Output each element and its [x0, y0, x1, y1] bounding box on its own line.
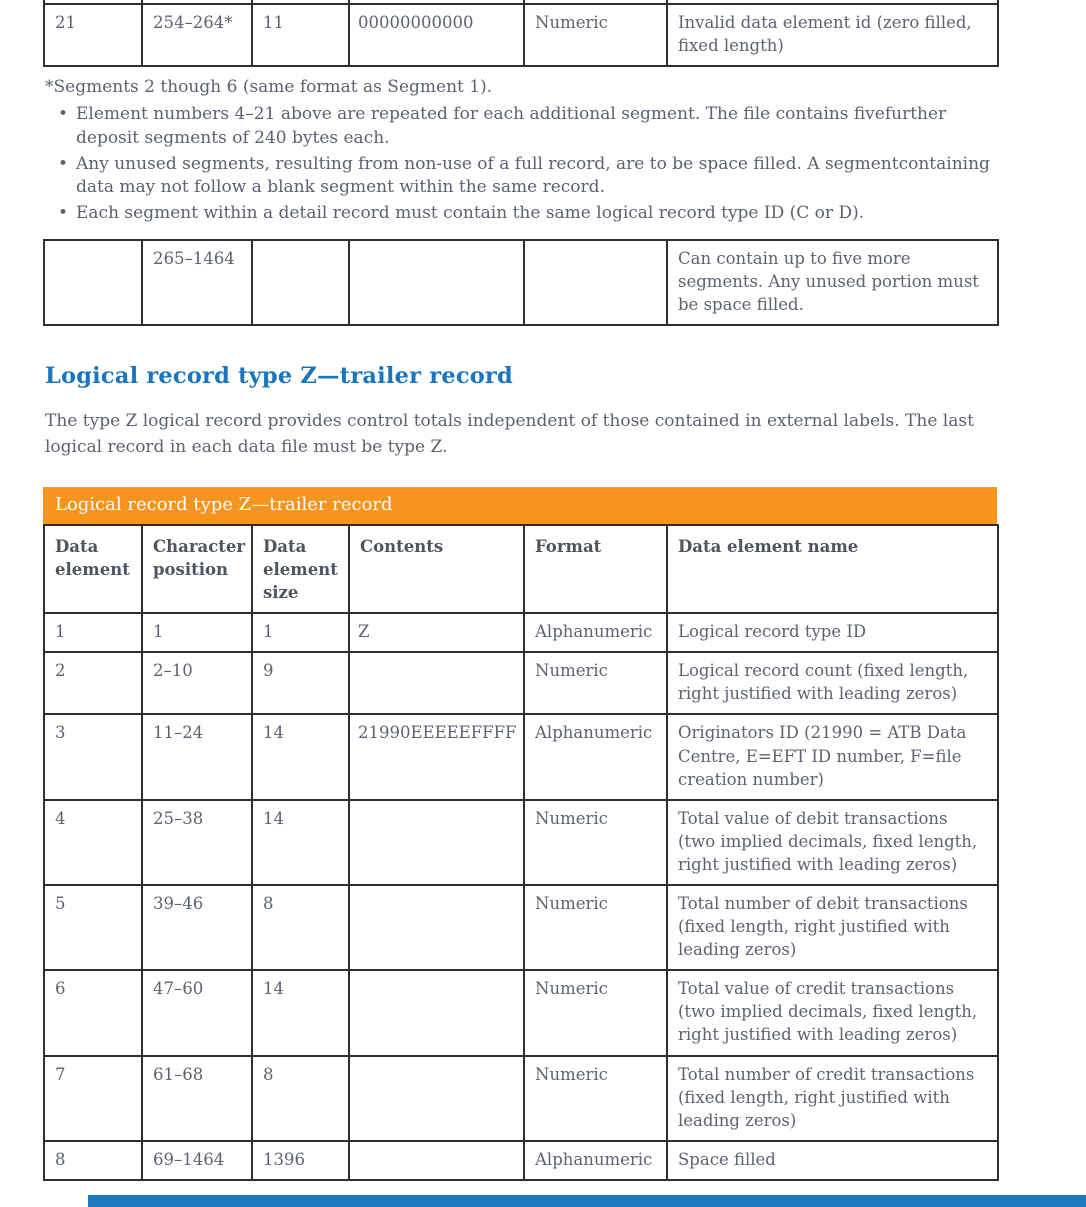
table-row: [44, 240, 998, 325]
column-header: Format: [524, 525, 667, 613]
table-cell: Z: [349, 613, 524, 652]
column-header: Character position: [142, 525, 252, 613]
header-row: [44, 525, 998, 613]
table-cell: Alphanumeric: [524, 613, 667, 652]
table-cell: Numeric: [524, 1056, 667, 1141]
column-header: Data element: [44, 525, 142, 613]
footnote-bullet-list: [45, 103, 997, 226]
table-cell: [524, 240, 667, 325]
table-cell: [252, 240, 349, 325]
table-cell: Total value of credit transactions (two implied decimals, fixed length, right justified with leading zeros): [667, 970, 998, 1055]
table-cell: 00000000000: [349, 4, 524, 66]
table-cell: Logical record count (fixed length, right justified with leading zeros): [667, 652, 998, 714]
overflow-table-body: [44, 240, 998, 325]
table-cell: [349, 1141, 524, 1180]
table-cell: [349, 800, 524, 885]
trailer-record-table: [43, 524, 999, 1181]
table-cell: 21990EEEEEFFFF: [349, 714, 524, 799]
table-cell: Numeric: [524, 885, 667, 970]
table-cell: 14: [252, 714, 349, 799]
table-cell: 4: [44, 800, 142, 885]
table-cell: Numeric: [524, 4, 667, 66]
table-cell: 1: [142, 613, 252, 652]
table-footnotes: [45, 76, 997, 226]
column-header: Contents: [349, 525, 524, 613]
table-cell: Invalid data element id (zero filled, fixed length): [667, 4, 998, 66]
table-cell: 5: [44, 885, 142, 970]
footnote-bullet: • Element numbers 4–21 above are repeated for each additional segment. The file contains fivefurther deposit segments of 240 bytes each.: [45, 103, 997, 151]
table-row: [44, 1056, 998, 1141]
table-cell: 7: [44, 1056, 142, 1141]
table-cell: Numeric: [524, 970, 667, 1055]
table-cell: Total value of debit transactions (two implied decimals, fixed length, right justified with leading zeros): [667, 800, 998, 885]
table-cell: Total number of credit transactions (fixed length, right justified with leading zeros): [667, 1056, 998, 1141]
table-cell: [349, 970, 524, 1055]
table-row: [44, 800, 998, 885]
table-cell: 8: [44, 1141, 142, 1180]
table-cell: 6: [44, 970, 142, 1055]
table-cell: 3: [44, 714, 142, 799]
table-row: [44, 1141, 998, 1180]
table-cell: [349, 240, 524, 325]
section-intro: The type Z logical record provides control totals independent of those contained in external labels. The last logical record in each data file must be type Z.: [45, 411, 974, 457]
table-cell: 254–264*: [142, 4, 252, 66]
table-cell: 21: [44, 4, 142, 66]
asterisk-note: *Segments 2 though 6 (same format as Segment 1).: [45, 77, 493, 98]
segment-table-body: [44, 0, 998, 66]
table-row: [44, 652, 998, 714]
table-cell: 8: [252, 1056, 349, 1141]
table-cell: Originators ID (21990 = ATB Data Centre, E=EFT ID number, F=file creation number): [667, 714, 998, 799]
table-row: [44, 714, 998, 799]
table-cell: 1: [44, 613, 142, 652]
table-cell: 14: [252, 970, 349, 1055]
page-content: [43, 0, 997, 1181]
table-cell: 1396: [252, 1141, 349, 1180]
segment-table-fragment: [43, 0, 999, 67]
table-cell: Total number of debit transactions (fixed length, right justified with leading zeros): [667, 885, 998, 970]
table-cell: [349, 652, 524, 714]
table-cell: 2: [44, 652, 142, 714]
table-cell: 9: [252, 652, 349, 714]
table-cell: Logical record type ID: [667, 613, 998, 652]
table-cell: 14: [252, 800, 349, 885]
table-title-band: Logical record type Z—trailer record: [43, 487, 997, 524]
table-cell: 47–60: [142, 970, 252, 1055]
footnote-bullet: • Any unused segments, resulting from non-use of a full record, are to be space filled. A segmentcontaining data may not follow a blank segment within the same record.: [45, 153, 997, 201]
trailer-table-body: [44, 613, 998, 1180]
table-cell: [349, 885, 524, 970]
section-heading: Logical record type Z—trailer record: [45, 363, 513, 390]
table-cell: 11: [252, 4, 349, 66]
table-cell: 2–10: [142, 652, 252, 714]
table-cell: 69–1464: [142, 1141, 252, 1180]
table-cell: [44, 240, 142, 325]
table-cell: Can contain up to five more segments. Any unused portion must be space filled.: [667, 240, 998, 325]
column-header: Data element size: [252, 525, 349, 613]
table-row: [44, 4, 998, 66]
table-cell: Numeric: [524, 800, 667, 885]
table-cell: 265–1464: [142, 240, 252, 325]
trailer-table-head: [44, 525, 998, 613]
table-cell: Numeric: [524, 652, 667, 714]
table-cell: 8: [252, 885, 349, 970]
table-cell: 39–46: [142, 885, 252, 970]
table-cell: 25–38: [142, 800, 252, 885]
table-row: [44, 885, 998, 970]
table-cell: 11–24: [142, 714, 252, 799]
table-cell: Alphanumeric: [524, 1141, 667, 1180]
table-cell: Space filled: [667, 1141, 998, 1180]
table-cell: Alphanumeric: [524, 714, 667, 799]
footnote-bullet: • Each segment within a detail record must contain the same logical record type ID (C or D).: [45, 202, 997, 226]
overflow-segments-table: [43, 239, 999, 326]
table-row: [44, 613, 998, 652]
table-row: [44, 970, 998, 1055]
table-cell: 1: [252, 613, 349, 652]
table-cell: [349, 1056, 524, 1141]
column-header: Data element name: [667, 525, 998, 613]
table-cell: 61–68: [142, 1056, 252, 1141]
footer-bar: [88, 1195, 1086, 1207]
